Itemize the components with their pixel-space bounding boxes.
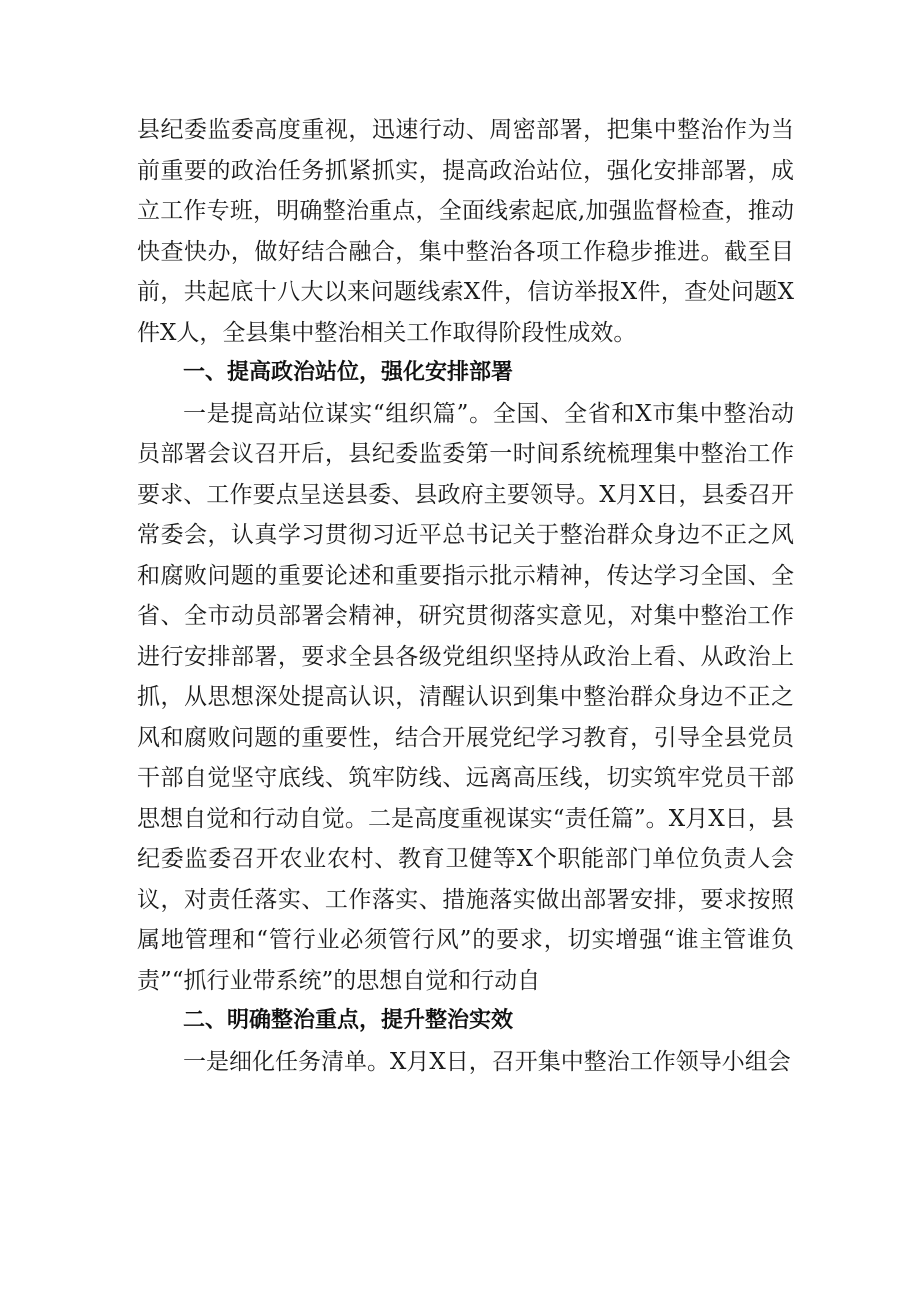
document-body — [137, 110, 794, 1082]
intro-paragraph: 县纪委监委高度重视，迅速行动、周密部署，把集中整治作为当前重要的政治任务抓紧抓实，提高政治站位，强化安排部署，成立工作专班，明确整治重点，全面线索起底,加强监督检查，推动快查快办，做好结合融合，集中整治各项工作稳步推进。截至目前，共起底十八大以来问题线索X件，信访举报X件，查处问题X件X人，全县集中整治相关工作取得阶段性成效。 — [137, 117, 794, 346]
section-heading-1: 一、提高政治站位，强化安排部署 — [183, 360, 514, 385]
section-heading-2: 二、明确整治重点，提升整治实效 — [183, 1008, 514, 1033]
section-2-paragraph: 一是细化任务清单。X月X日，召开集中整治工作领导小组会 — [183, 1048, 791, 1075]
section-1-paragraph: 一是提高站位谋实“组织篇”。全国、全省和X市集中整治动员部署会议召开后，县纪委监委第一时间系统梳理集中整治工作要求、工作要点呈送县委、县政府主要领导。X月X日，县委召开常委会，认真学习贯彻习近平总书记关于整治群众身边不正之风和腐败问题的重要论述和重要指示批示精神，传达学习全国、全省、全市动员部署会精神，研究贯彻落实意见，对集中整治工作进行安排部署，要求全县各级党组织坚持从政治上看、从政治上抓，从思想深处提高认识，清醒认识到集中整治群众身边不正之风和腐败问题的重要性，结合开展党纪学习教育，引导全县党员干部自觉坚守底线、筑牢防线、远离高压线，切实筑牢党员干部思想自觉和行动自觉。二是高度重视谋实“责任篇”。X月X日，县纪委监委召开农业农村、教育卫健等X个职能部门单位负责人会议，对责任落实、工作落实、措施落实做出部署安排，要求按照属地管理和“管行业必须管行风”的要求，切实增强“谁主管谁负责”“抓行业带系统”的思想自觉和行动自 — [137, 400, 794, 994]
